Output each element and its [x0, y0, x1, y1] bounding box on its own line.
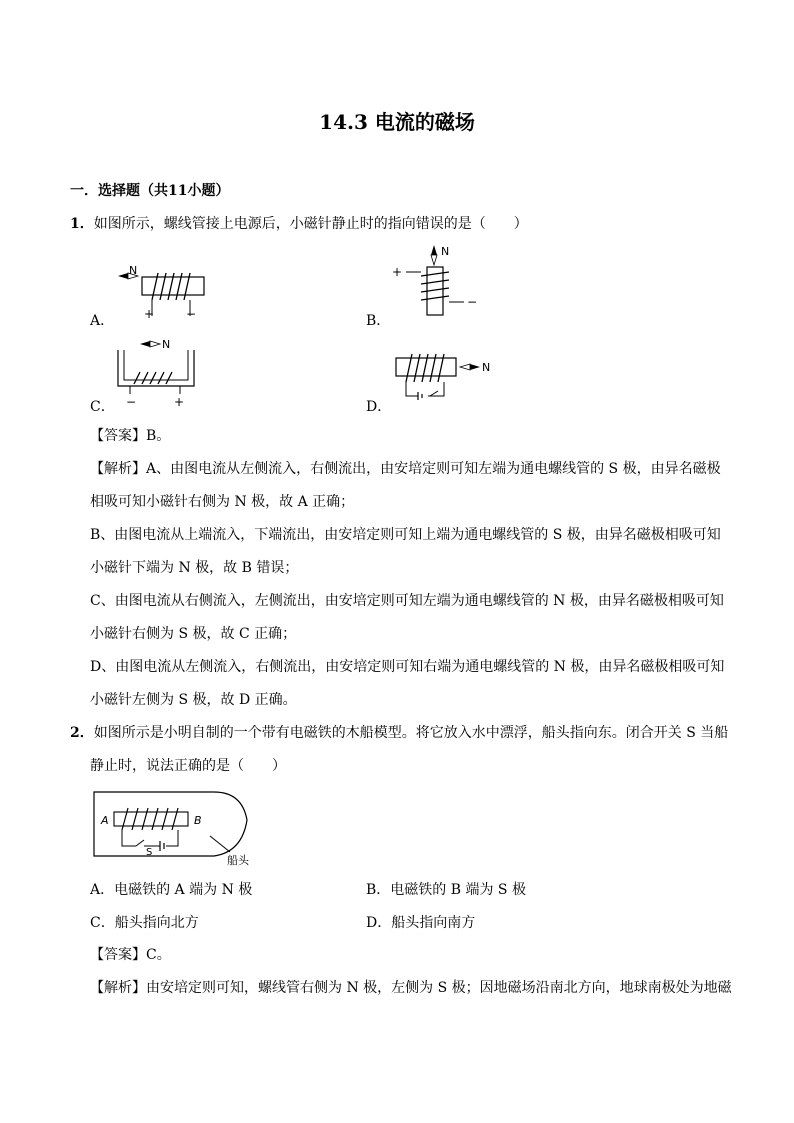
n-pole-label: N [162, 338, 171, 351]
analysis-1-line: D、由图电流从左侧流入，右侧流出，由安培定则可知右端为通电螺线管的 N 极，由异名磁极相吸可知 [90, 659, 725, 675]
minus-label: − [126, 395, 137, 408]
option-d: D．船头指向南方 [366, 915, 476, 931]
analysis-1-line: B、由图电流从上端流入，下端流出，由安培定则可知上端为通电螺线管的 S 极，由异名磁极相吸可知 [90, 527, 721, 543]
minus-label: − [186, 307, 197, 320]
figure-option-c [110, 334, 210, 408]
n-pole-label: N [482, 361, 491, 374]
coil-icon [134, 372, 172, 384]
n-pole-label: N [441, 245, 450, 258]
answer-1: 【答案】B。 [90, 428, 171, 444]
question-number: 1． [70, 216, 94, 232]
n-pole-label: N [129, 264, 138, 277]
section-heading: 一．选择题（共11小题） [70, 183, 230, 199]
analysis-1-line: 小磁针下端为 N 极，故 B 错误； [90, 560, 299, 576]
analysis-2-line: 【解析】由安培定则可知，螺线管右侧为 N 极，左侧为 S 极；因地磁场沿南北方向，地球南极处为地磁 [90, 980, 732, 996]
analysis-1-line: 【解析】A、由图电流从左侧流入，右侧流出，由安培定则可知左端为通电螺线管的 S 极，由异名磁极 [90, 461, 721, 477]
end-a-label: A [101, 814, 109, 827]
switch-icon [430, 391, 438, 396]
question-number: 2． [70, 725, 94, 741]
analysis-1-line: C、由图电流从右侧流入，左侧流出，由安培定则可知左端为通电螺线管的 N 极，由异名磁极相吸可知 [90, 593, 724, 609]
switch-label: S [146, 847, 153, 858]
option-c-label: C． [90, 399, 115, 415]
figure-option-d [388, 348, 498, 408]
option-b-label: B． [366, 313, 391, 329]
question-stem-line2: 静止时，说法正确的是（ ） [90, 758, 286, 774]
end-b-label: B [194, 814, 202, 827]
question-1 [70, 214, 528, 234]
option-b: B．电磁铁的 B 端为 S 极 [366, 882, 526, 898]
page-title: 14.3 电流的磁场 [319, 110, 475, 134]
minus-label: − [467, 295, 478, 309]
boat-figure [92, 790, 272, 868]
battery-icon [418, 392, 422, 400]
option-a: A．电磁铁的 A 端为 N 极 [90, 882, 253, 898]
bow-label: 船头 [227, 854, 249, 867]
option-d-label: D． [366, 399, 392, 415]
plus-label: + [144, 307, 155, 320]
answer-2: 【答案】C。 [90, 947, 171, 963]
question-stem: 如图所示是小明自制的一个带有电磁铁的木船模型。将它放入水中漂浮，船头指向东。闭合开关 S 当船 [93, 725, 729, 741]
analysis-1-line: 小磁针右侧为 S 极，故 C 正确； [90, 626, 297, 642]
option-c: C．船头指向北方 [90, 915, 199, 931]
analysis-1-line: 小磁针左侧为 S 极，故 D 正确。 [90, 692, 297, 708]
plus-label: + [174, 395, 185, 408]
question-2 [70, 723, 728, 743]
option-a-label: A． [90, 313, 115, 329]
figure-option-a [110, 264, 220, 320]
figure-option-b [388, 240, 488, 320]
question-stem: 如图所示，螺线管接上电源后，小磁针静止时的指向错误的是（ ） [93, 216, 528, 232]
analysis-1-line: 相吸可知小磁针右侧为 N 极，故 A 正确； [90, 494, 355, 510]
plus-label: + [392, 265, 403, 279]
